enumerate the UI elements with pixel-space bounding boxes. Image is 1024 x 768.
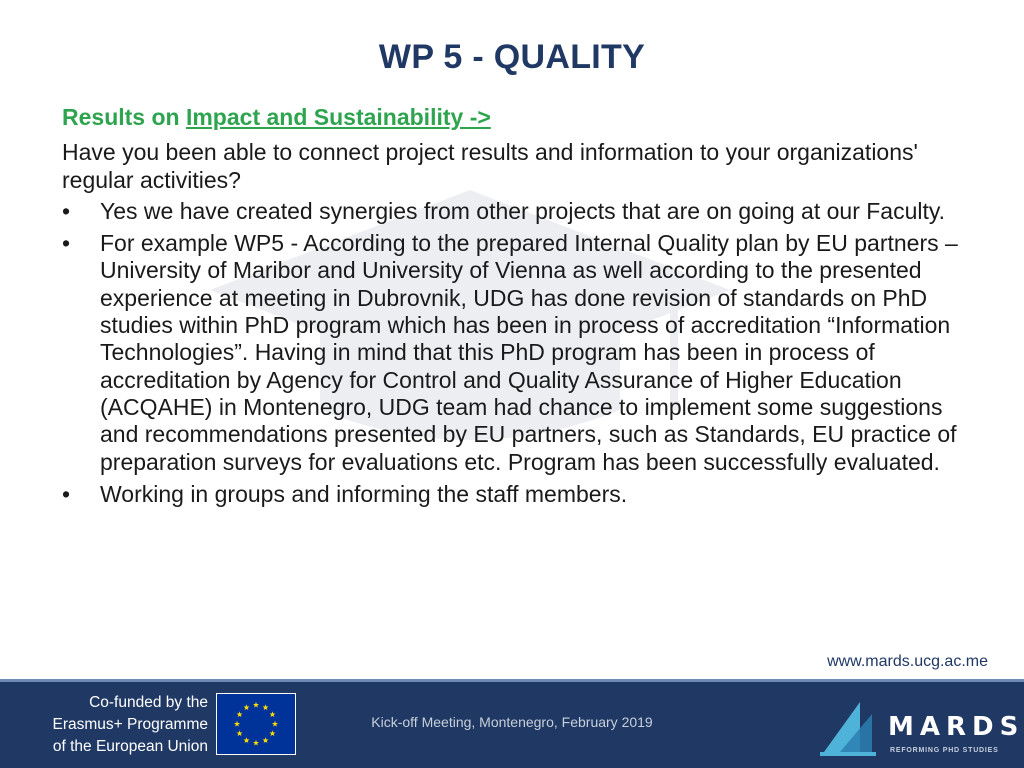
slide-body [62,104,982,513]
bullet-item [62,198,982,225]
cofunded-line: Erasmus+ Programme [52,716,208,733]
results-subheading [62,104,982,131]
cofunded-text [28,692,208,758]
bullet-text: Working in groups and informing the staff members. [100,480,628,507]
bullet-glyph: • [62,230,71,257]
cofunded-line: Co-funded by the [89,694,208,711]
slide-title: WP 5 - QUALITY [378,38,646,76]
bullet-text: For example WP5 - According to the prepared Internal Quality plan by EU partners – University of Maribor and University of Vienna as well according to the presented experience at meeting in Dubrovnik, UDG has done revision of standards on PhD studies within PhD program which has been in process of accreditation “Information Technologies”. Having in mind that this PhD program has been in process of accreditation by Agency for Control and Quality Assurance of Higher Education (ACQAHE) in Montenegro, UDG team had chance to implement some suggestions and recommendations presented by EU partners, such as Standards, EU practice of preparation surveys for evaluations etc. Program has been successfully evaluated. [100,230,958,475]
mards-tagline: REFORMING PHD STUDIES [890,747,999,754]
mards-logo-icon [820,694,880,758]
bullet-glyph: • [62,480,71,507]
impact-sustainability-link[interactable]: Impact and Sustainability -> [185,104,491,130]
subhead-prefix: Results on [62,104,186,130]
bullet-text: Yes we have created synergies from other projects that are on going at our Faculty. [100,197,946,224]
bullet-list [62,198,982,508]
cofunded-line: of the European Union [52,738,208,755]
bullet-item [62,481,982,508]
website-link[interactable]: www.mards.ucg.ac.me [827,653,988,670]
eu-flag-icon [216,693,296,755]
question-text: Have you been able to connect project results and information to your organizations' regular activities? [62,139,918,193]
event-caption: Kick-off Meeting, Montenegro, February 2019 [371,714,653,730]
bullet-item [62,230,982,476]
mards-logo-text: MARDS [888,712,1024,742]
bullet-glyph: • [62,197,71,224]
